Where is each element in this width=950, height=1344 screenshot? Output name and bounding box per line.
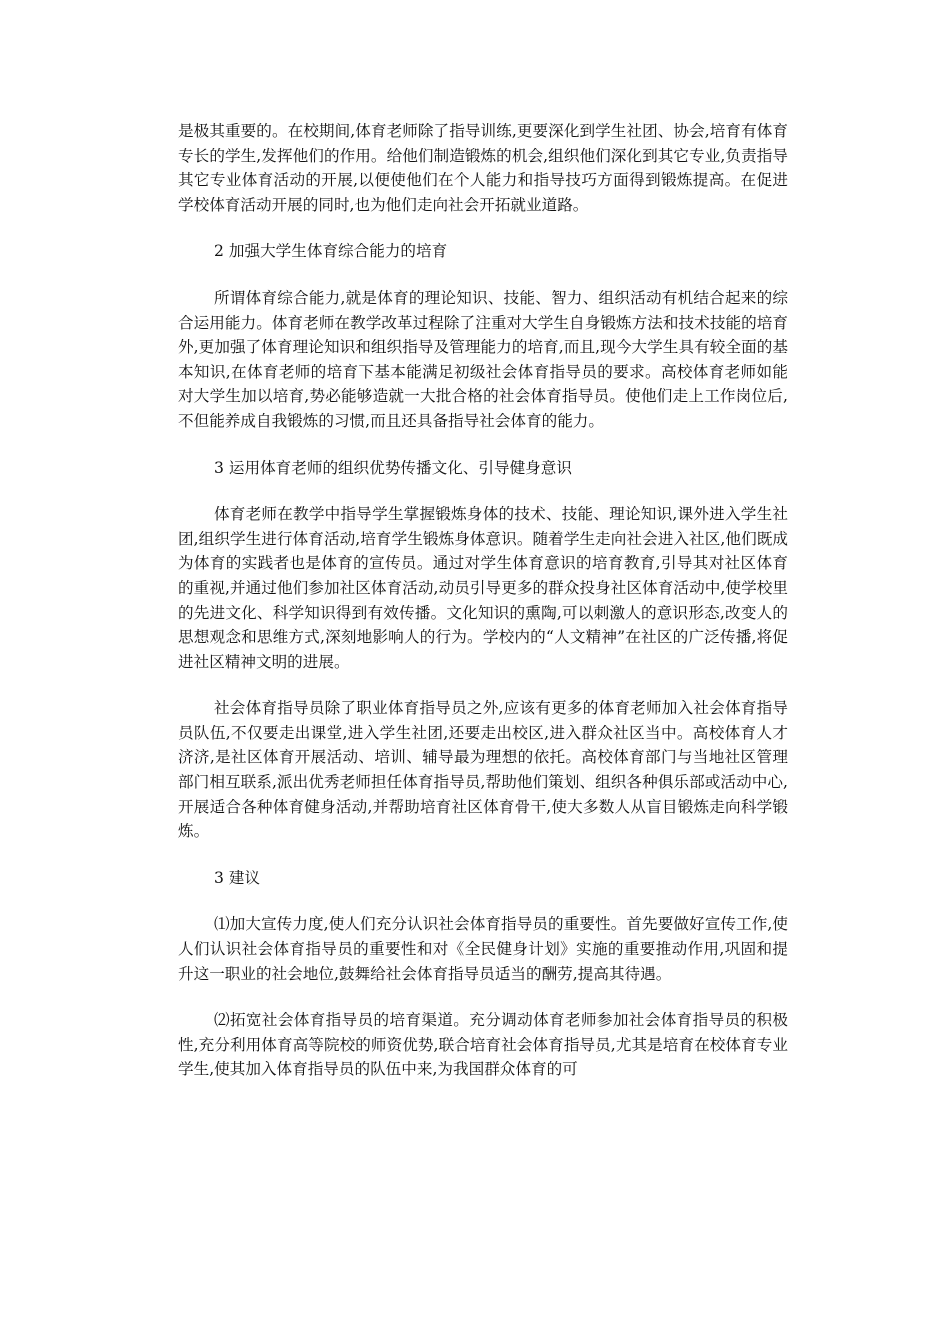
- section-heading-2: 2 加强大学生体育综合能力的培育: [214, 242, 448, 261]
- paragraph-gap: [178, 674, 788, 696]
- section-heading-suggestions: 3 建议: [214, 868, 261, 887]
- paragraph-gap: [178, 844, 788, 866]
- paragraph-gap: [178, 986, 788, 1008]
- suggestion-item-2: ⑵拓宽社会体育指导员的培育渠道。充分调动体育老师参加社会体育指导员的积极性,充分利用体育高等院校的师资优势,联合培育社会体育指导员,尤其是培育在校体育专业学生,使其加入体育指导员的队伍中来,为我国群众体育的可: [178, 1011, 788, 1079]
- paragraph-social-instructors: 社会体育指导员除了职业体育指导员之外,应该有更多的体育老师加入社会体育指导员队伍,不仅要走出课堂,进入学生社团,还要走出校区,进入群众社区当中。高校体育人才济济,是社区体育开展活动、培训、辅导最为理想的依托。高校体育部门与当地社区管理部门相互联系,派出优秀老师担任体育指导员,帮助他们策划、组织各种俱乐部或活动中心,开展适合各种体育健身活动,并帮助培育社区体育骨干,使大多数人从盲目锻炼走向科学锻炼。: [178, 699, 788, 841]
- paragraph-continuation: 是极其重要的。在校期间,体育老师除了指导训练,更要深化到学生社团、协会,培育有体育专长的学生,发挥他们的作用。给他们制造锻炼的机会,组织他们深化到其它专业,负责指导其它专业体育活动的开展,以便使他们在个人能力和指导技巧方面得到锻炼提高。在促进学校体育活动开展的同时,也为他们走向社会开拓就业道路。: [178, 122, 788, 214]
- paragraph-gap: [178, 480, 788, 502]
- paragraph-gap: [178, 264, 788, 286]
- section-heading-3: 3 运用体育老师的组织优势传播文化、引导健身意识: [214, 458, 572, 477]
- paragraph-comprehensive-ability: 所谓体育综合能力,就是体育的理论知识、技能、智力、组织活动有机结合起来的综合运用能力。体育老师在教学改革过程除了注重对大学生自身锻炼方法和技术技能的培育外,更加强了体育理论知识和组织指导及管理能力的培育,而且,现今大学生具有较全面的基本知识,在体育老师的培育下基本能满足初级社会体育指导员的要求。高校体育老师如能对大学生加以培育,势必能够造就一大批合格的社会体育指导员。使他们走上工作岗位后,不但能养成自我锻炼的习惯,而且还具备指导社会体育的能力。: [178, 288, 788, 430]
- paragraph-gap: [178, 890, 788, 912]
- document-body: [178, 119, 788, 1082]
- suggestion-item-1: ⑴加大宣传力度,使人们充分认识社会体育指导员的重要性。首先要做好宣传工作,使人们认识社会体育指导员的重要性和对《全民健身计划》实施的重要推动作用,巩固和提升这一职业的社会地位,鼓舞给社会体育指导员适当的酬劳,提高其待遇。: [178, 915, 788, 983]
- paragraph-gap: [178, 434, 788, 456]
- paragraph-gap: [178, 217, 788, 239]
- paragraph-culture-spread: 体育老师在教学中指导学生掌握锻炼身体的技术、技能、理论知识,课外进入学生社团,组织学生进行体育活动,培育学生锻炼身体意识。随着学生走向社会进入社区,他们既成为体育的实践者也是体育的宣传员。通过对学生体育意识的培育教育,引导其对社区体育的重视,并通过他们参加社区体育活动,动员引导更多的群众投身社区体育活动中,使学校里的先进文化、科学知识得到有效传播。文化知识的熏陶,可以刺激人的意识形态,改变人的思想观念和思维方式,深刻地影响人的行为。学校内的“人文精神”在社区的广泛传播,将促进社区精神文明的进展。: [178, 505, 788, 671]
